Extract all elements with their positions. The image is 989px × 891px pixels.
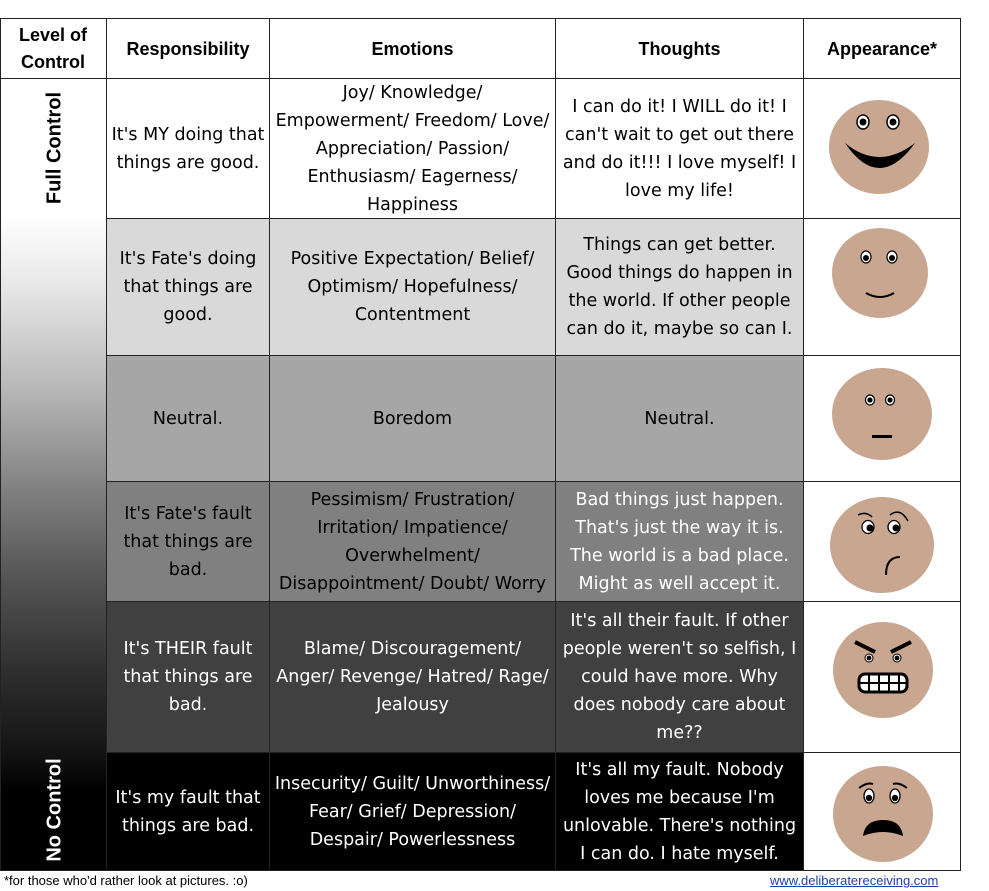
despairing-face-icon [829, 762, 937, 866]
thoughts-cell: I can do it! I WILL do it! I can't wait to get out there and do it!!! I love myself! I love my life! [562, 96, 797, 201]
responsibility-cell: Neutral. [152, 408, 224, 429]
no-control-label: No Control [43, 758, 66, 862]
header-level-of-control: Level of Control [18, 24, 88, 72]
thoughts-cell: It's all their fault. If other people weren't so selfish, I could have more. Why does nobody care about me?? [562, 611, 797, 743]
worried-face-icon [826, 493, 938, 597]
footnote: *for those who'd rather look at pictures. :o) [4, 873, 248, 888]
thoughts-cell: Bad things just happen. That's just the way it is. The world is a bad place. Might as well accept it. [570, 489, 789, 594]
responsibility-cell: It's my fault that things are bad. [115, 787, 261, 836]
grinning-face-icon [823, 95, 935, 199]
responsibility-cell: It's MY doing that things are good. [111, 124, 265, 173]
header-appearance: Appearance* [826, 38, 938, 59]
emotions-cell: Positive Expectation/ Belief/ Optimism/ Hopefulness/ Contentment [290, 249, 535, 325]
thoughts-cell: Neutral. [644, 408, 715, 429]
emotions-cell: Joy/ Knowledge/ Empowerment/ Freedom/ Love/ Appreciation/ Passion/ Enthusiasm/ Eagerness/ Happiness [275, 82, 550, 215]
emotions-cell: Pessimism/ Frustration/ Irritation/ Impatience/ Overwhelment/ Disappointment/ Doubt/ Worry [278, 489, 547, 594]
full-control-label: Full Control [43, 91, 66, 205]
angry-face-icon [829, 618, 937, 722]
thoughts-cell: It's all my fault. Nobody loves me because I'm unlovable. There's nothing I can do. I hate myself. [562, 759, 797, 864]
responsibility-cell: It's THEIR fault that things are bad. [123, 639, 253, 715]
emotions-cell: Blame/ Discouragement/ Anger/ Revenge/ Hatred/ Rage/ Jealousy [276, 639, 549, 715]
source-link[interactable]: www.deliberatereceiving.com [770, 873, 939, 888]
neutral-face-icon [828, 364, 936, 468]
smiling-face-icon [828, 225, 932, 325]
emotions-cell: Boredom [372, 408, 453, 429]
responsibility-cell: It's Fate's doing that things are good. [119, 249, 257, 325]
emotions-cell: Insecurity/ Guilt/ Unworthiness/ Fear/ Grief/ Depression/ Despair/ Powerlessness [274, 773, 551, 850]
header-thoughts: Thoughts [638, 38, 721, 59]
responsibility-cell: It's Fate's fault that things are bad. [123, 503, 253, 580]
header-emotions: Emotions [371, 38, 454, 59]
header-responsibility: Responsibility [126, 38, 250, 59]
thoughts-cell: Things can get better. Good things do happen in the world. If other people can do it, maybe so can I. [566, 235, 793, 339]
